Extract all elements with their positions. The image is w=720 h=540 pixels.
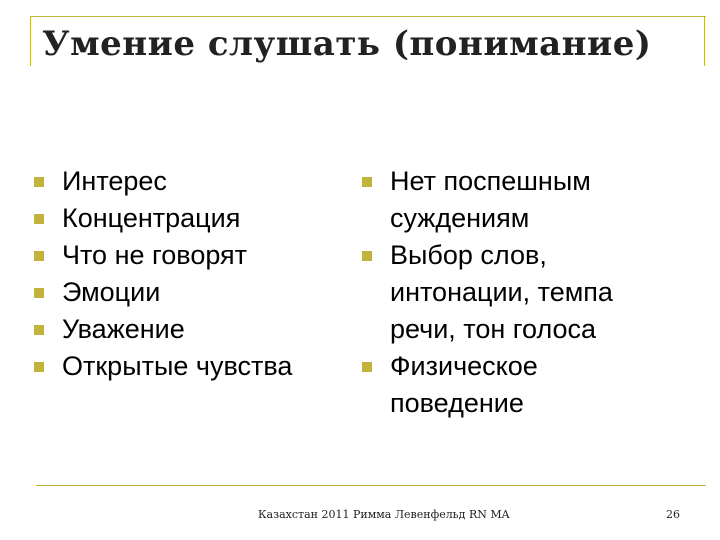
list-item: [34, 200, 334, 237]
frame-top-rule: [30, 16, 706, 17]
footer-credit: Казахстан 2011 Римма Левенфельд RN MA: [258, 508, 510, 521]
list-item: [34, 274, 334, 311]
list-item: [34, 311, 334, 348]
list-item-text: Физическое поведение: [390, 351, 538, 418]
list-item-text: Концентрация: [62, 203, 241, 233]
list-item-text: Что не говорят: [62, 240, 248, 270]
footer-rule: [36, 485, 706, 486]
list-item-text: Нет поспешным суждениям: [390, 166, 591, 233]
square-bullet-icon: [34, 251, 44, 261]
list-item: [34, 348, 334, 385]
left-bullet-list: [34, 163, 334, 385]
list-item-text: Интерес: [62, 166, 167, 196]
square-bullet-icon: [34, 214, 44, 224]
square-bullet-icon: [34, 288, 44, 298]
list-item-text: Выбор слов, интонации, темпа речи, тон голоса: [390, 240, 613, 344]
square-bullet-icon: [34, 177, 44, 187]
frame-left-rule: [30, 16, 31, 66]
page-number: 26: [666, 508, 680, 521]
list-item-text: Эмоции: [62, 277, 161, 307]
list-item: [362, 348, 662, 422]
list-item-text: Открытые чувства: [62, 351, 293, 381]
square-bullet-icon: [362, 251, 372, 261]
slide-title: Умение слушать (понимание): [42, 24, 652, 64]
list-item: [362, 237, 662, 348]
list-item: [34, 237, 334, 274]
square-bullet-icon: [34, 325, 44, 335]
right-bullet-list: [362, 163, 662, 422]
square-bullet-icon: [362, 177, 372, 187]
list-item-text: Уважение: [62, 314, 185, 344]
square-bullet-icon: [362, 362, 372, 372]
square-bullet-icon: [34, 362, 44, 372]
list-item: [34, 163, 334, 200]
frame-right-rule: [704, 16, 705, 66]
list-item: [362, 163, 662, 237]
